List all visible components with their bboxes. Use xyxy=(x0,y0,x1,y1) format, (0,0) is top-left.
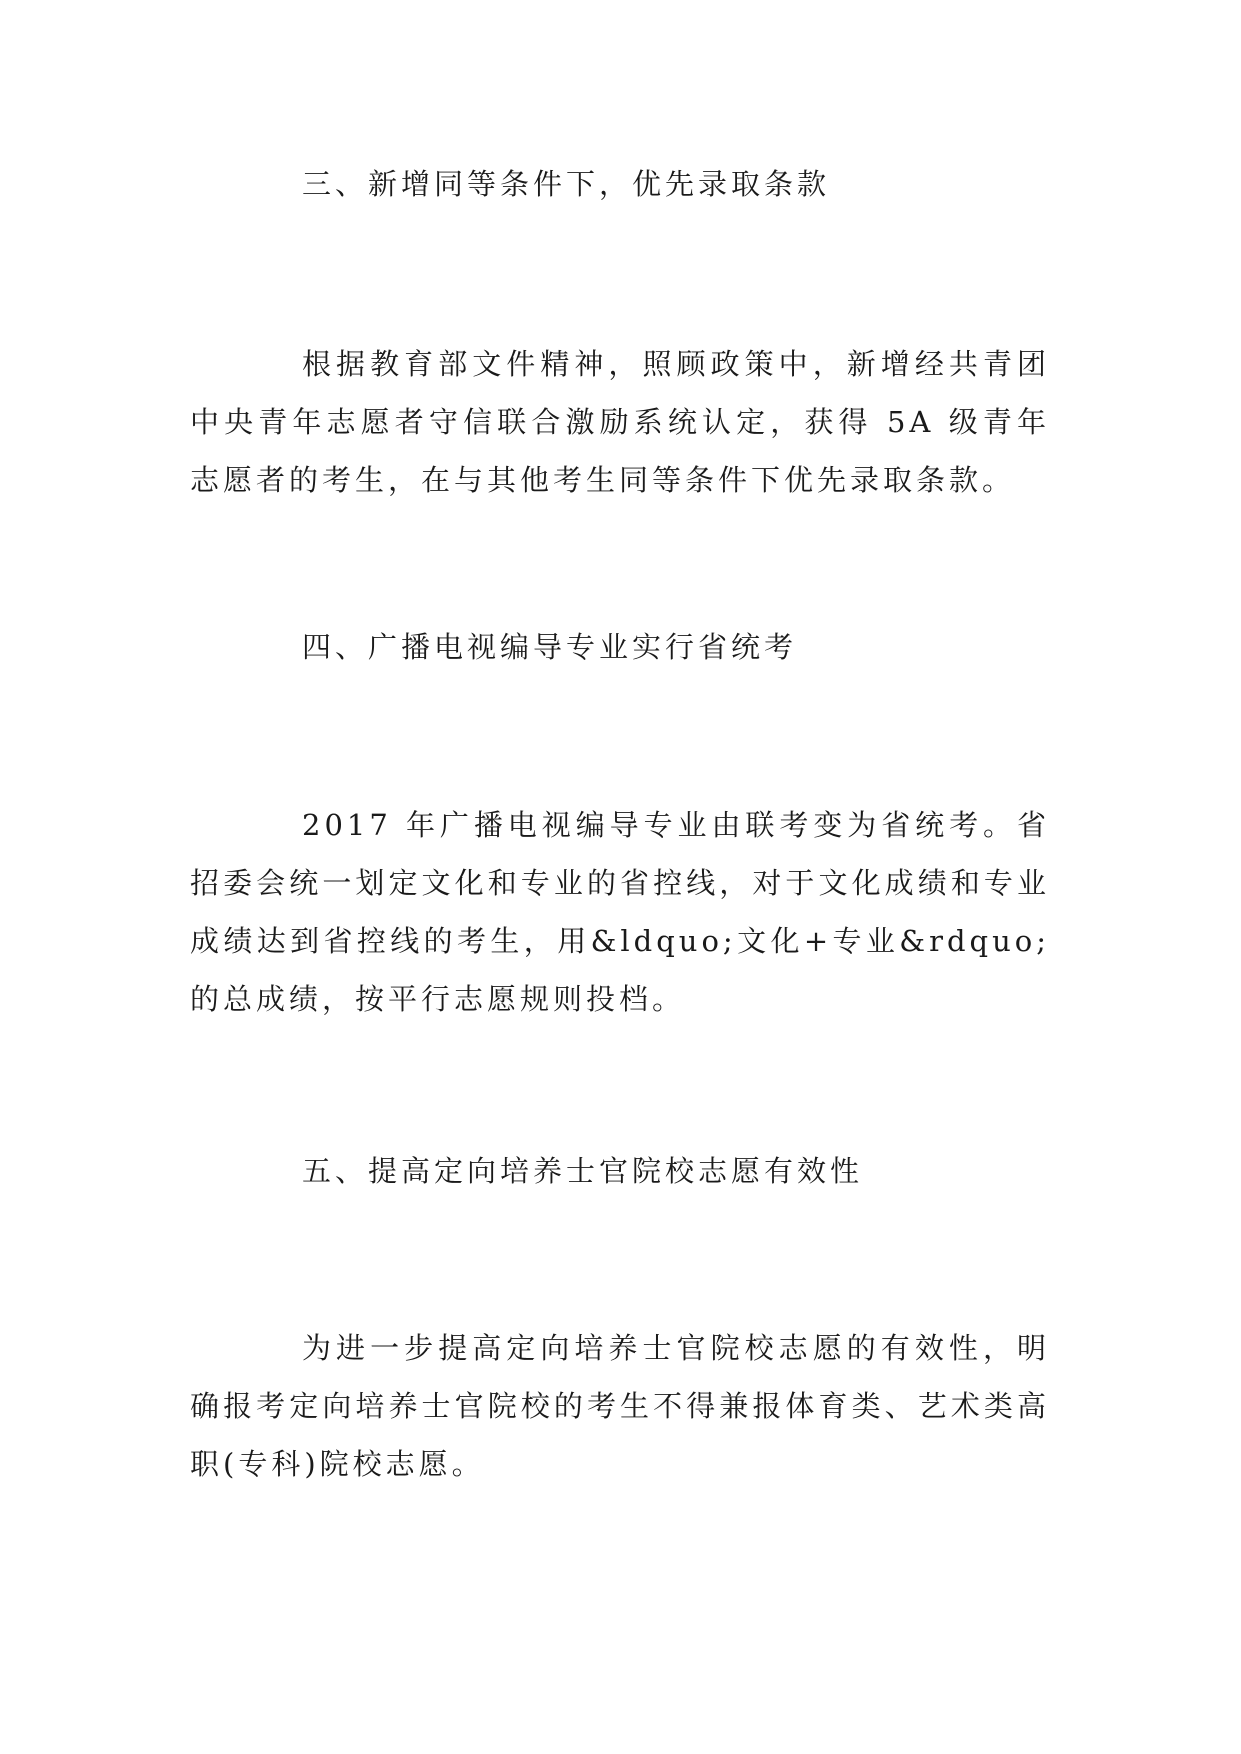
section-paragraph-4: 2017 年广播电视编导专业由联考变为省统考。省招委会统一划定文化和专业的省控线，对于文化成绩和专业成绩达到省控线的考生，用&ldquo;文化+专业&rdquo;的总成绩，按平行志愿规则投档。 xyxy=(190,808,1050,1016)
section-paragraph-5: 为进一步提高定向培养士官院校志愿的有效性，明确报考定向培养士官院校的考生不得兼报体育类、艺术类高职(专科)院校志愿。 xyxy=(190,1331,1050,1481)
section-paragraph-3: 根据教育部文件精神，照顾政策中，新增经共青团中央青年志愿者守信联合激励系统认定，获得 5A 级青年志愿者的考生，在与其他考生同等条件下优先录取条款。 xyxy=(190,347,1050,497)
section-heading-4: 四、广播电视编导专业实行省统考 xyxy=(302,630,798,664)
section-heading-3: 三、新增同等条件下，优先录取条款 xyxy=(302,167,831,201)
section-heading-5: 五、提高定向培养士官院校志愿有效性 xyxy=(302,1154,864,1188)
